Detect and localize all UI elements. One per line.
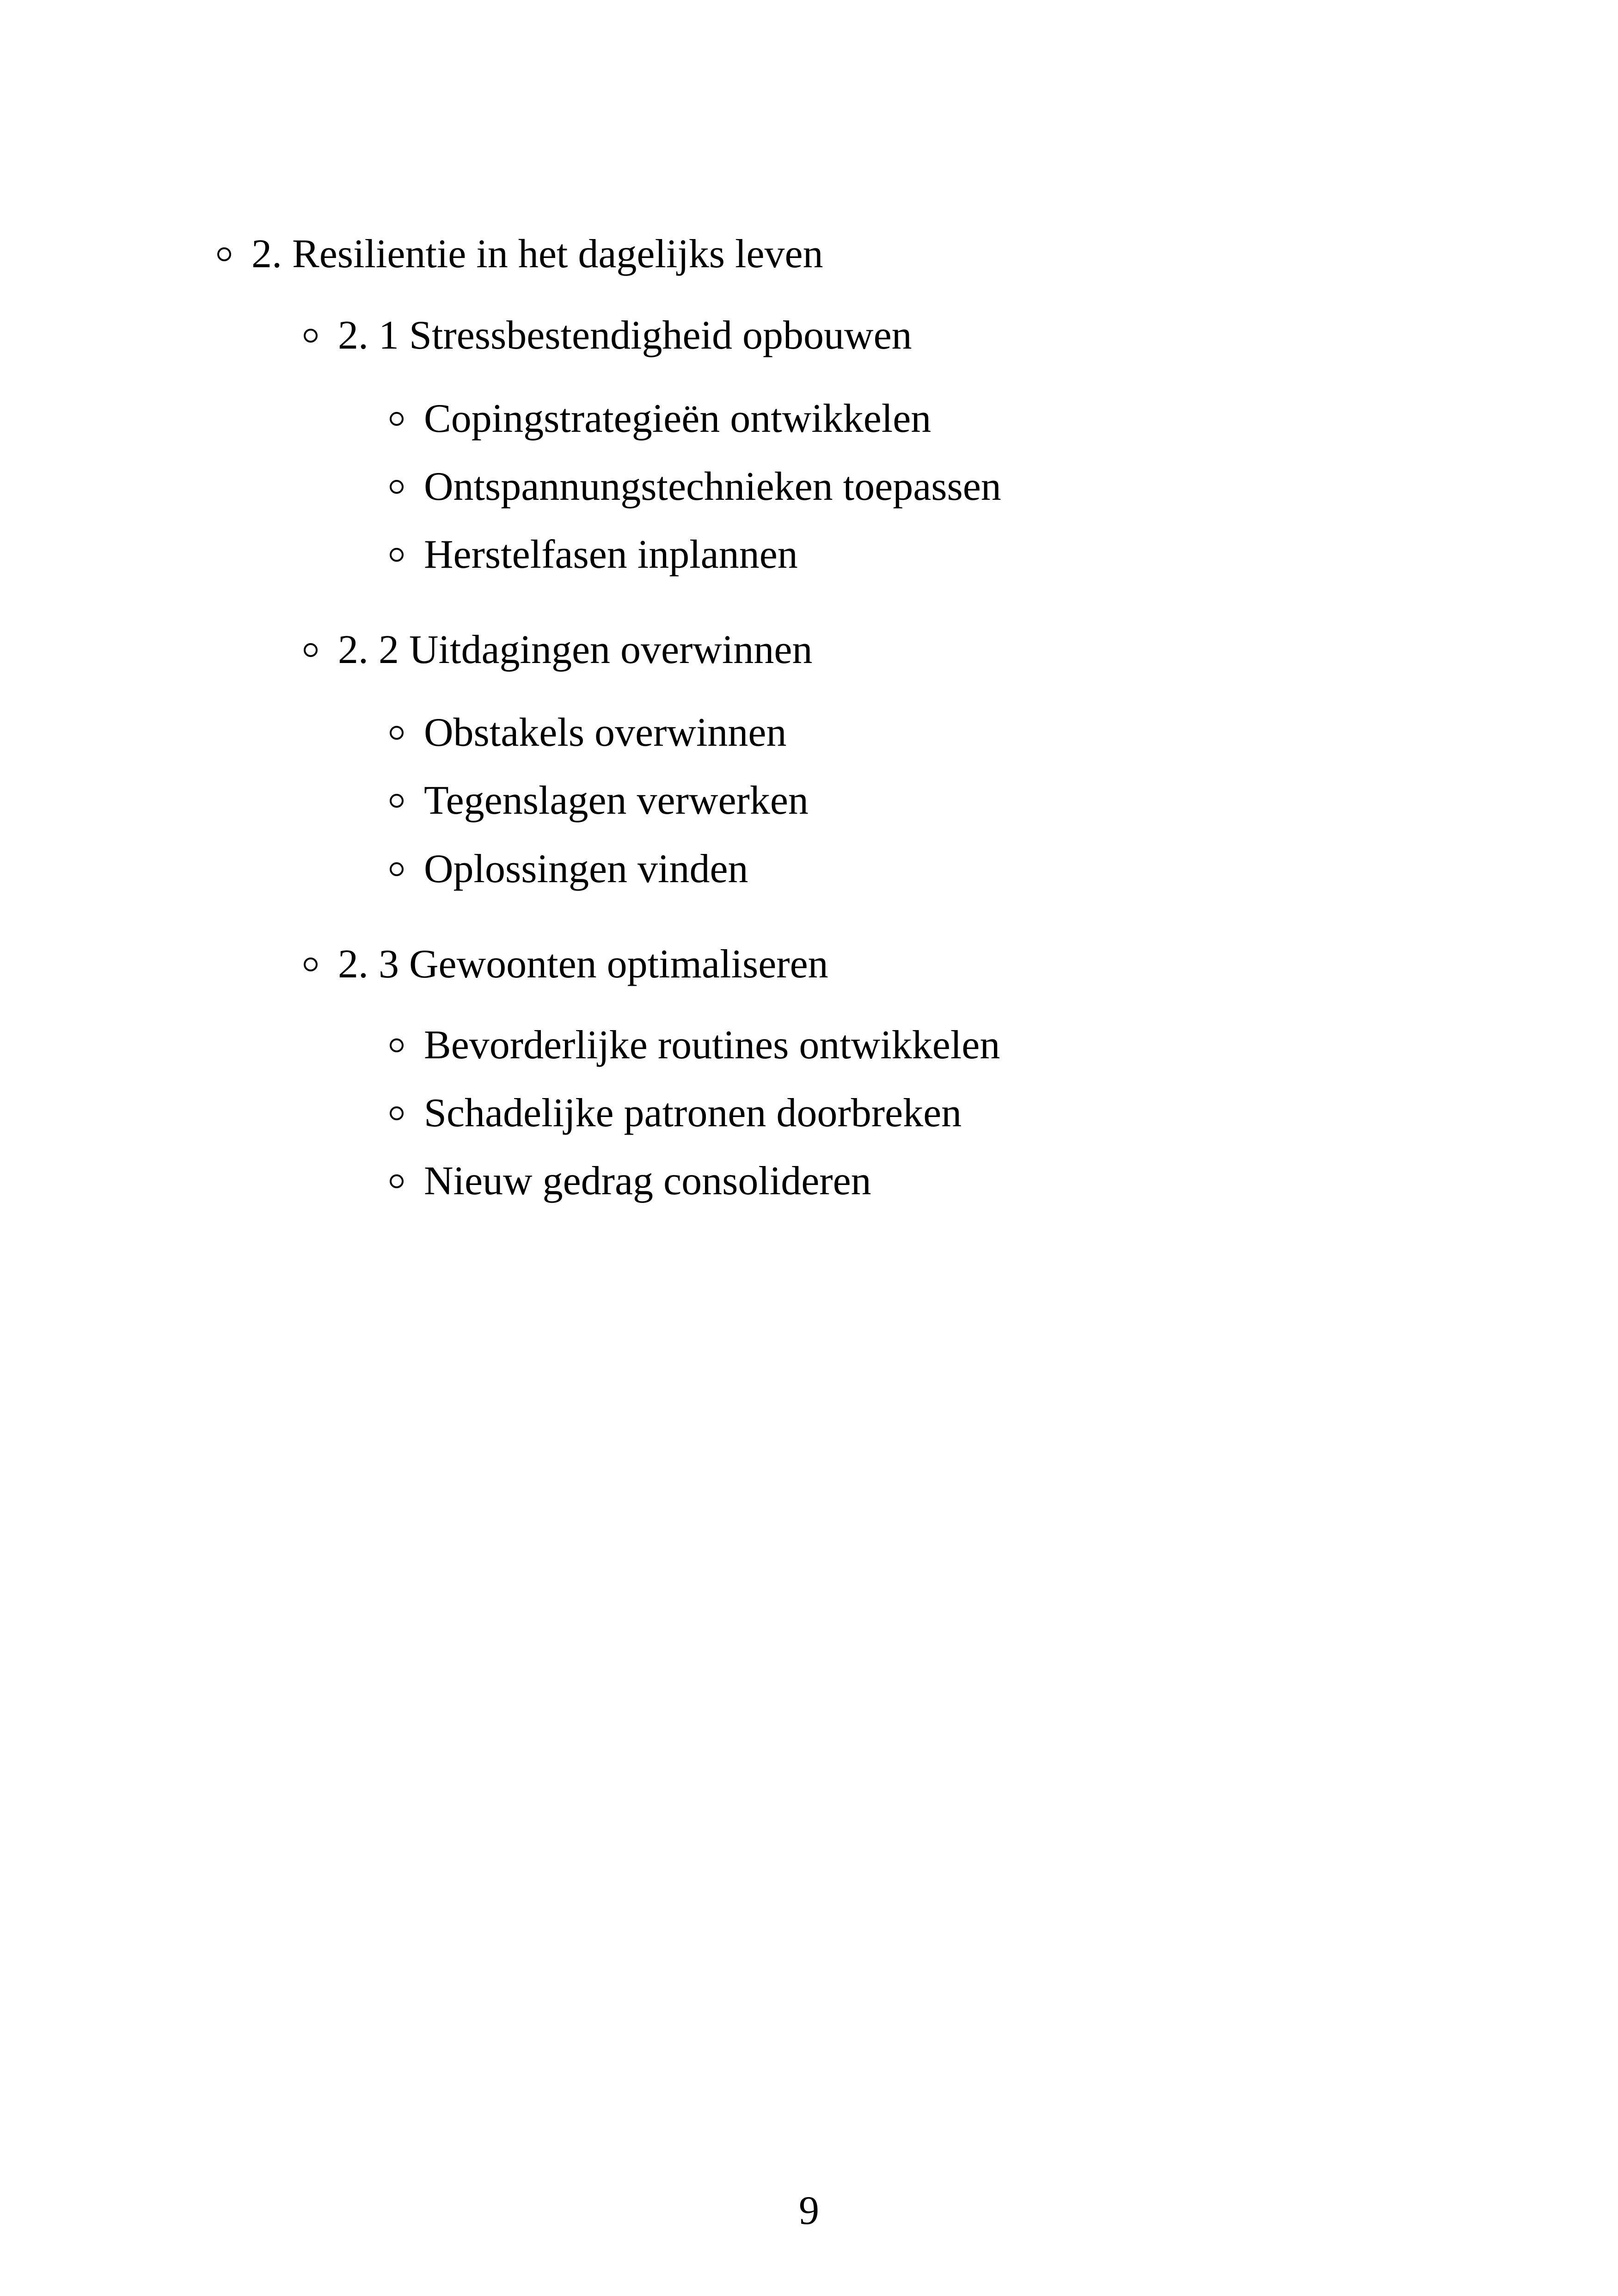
list-item: Oplossingen vinden [424,847,748,891]
subsection-title: 2. 3 Gewoonten optimaliseren [338,942,828,987]
hollow-bullet-icon [390,726,404,740]
hollow-bullet-icon [217,247,231,261]
outline-level3-item [390,396,931,442]
outline-level3-item [390,1158,871,1204]
outline-level3-item [390,1022,1000,1068]
outline-level1-item [217,231,823,277]
list-item: Ontspannungstechnieken toepassen [424,464,1001,509]
list-item: Bevorderlijke routines ontwikkelen [424,1023,1000,1068]
list-item: Tegenslagen verwerken [424,778,809,823]
list-item: Obstakels overwinnen [424,710,787,755]
outline-level3-item [390,710,786,756]
page-number: 9 [799,2188,819,2233]
hollow-bullet-icon [304,643,318,657]
list-item: Nieuw gedrag consolideren [424,1159,871,1203]
subsection-title: 2. 1 Stressbestendigheid opbouwen [338,313,912,358]
outline-level2-item [304,941,828,988]
hollow-bullet-icon [390,794,404,808]
outline-level3-item [390,846,748,892]
section-title: 2. Resilientie in het dagelijks leven [251,232,823,276]
subsection-title: 2. 2 Uitdagingen overwinnen [338,627,813,672]
hollow-bullet-icon [390,480,404,494]
outline-level3-item [390,1090,962,1136]
hollow-bullet-icon [304,329,318,343]
hollow-bullet-icon [390,548,404,562]
outline-level3-item [390,778,809,824]
list-item: Herstelfasen inplannen [424,532,798,577]
hollow-bullet-icon [304,958,318,971]
outline-level3-item [390,464,1001,510]
hollow-bullet-icon [390,1038,404,1052]
hollow-bullet-icon [390,412,404,426]
hollow-bullet-icon [390,1106,404,1120]
outline-level3-item [390,532,798,578]
hollow-bullet-icon [390,1174,404,1188]
list-item: Schadelijke patronen doorbreken [424,1091,962,1136]
list-item: Copingstrategieën ontwikkelen [424,396,932,441]
hollow-bullet-icon [390,862,404,876]
outline-level2-item [304,627,812,673]
outline-level2-item [304,313,912,359]
